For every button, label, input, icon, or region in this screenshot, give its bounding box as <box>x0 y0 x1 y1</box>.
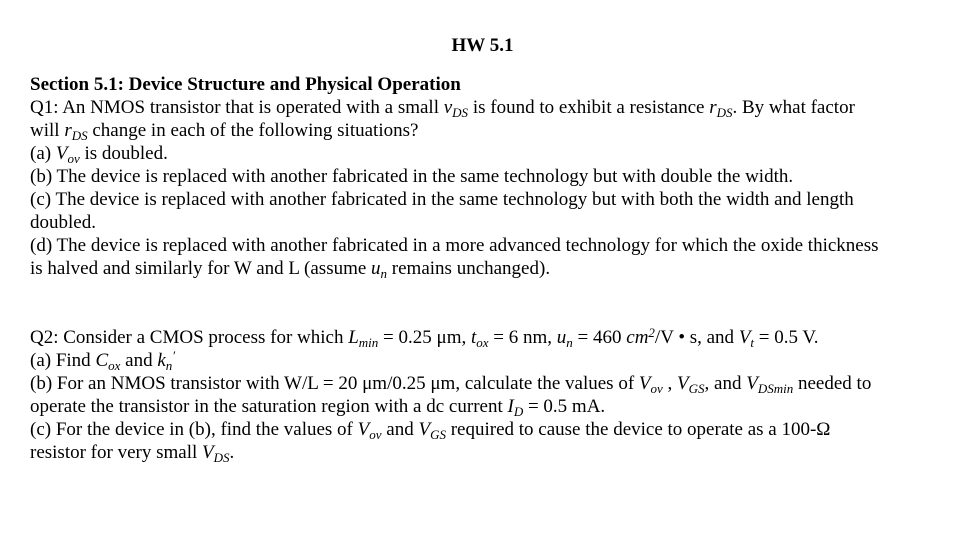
q1-text: remains unchanged). <box>387 258 551 279</box>
vgs-symbol: $V_{GS}$ <box>418 419 446 442</box>
q1-text: change in each of the following situations? <box>87 120 419 141</box>
vt-symbol: $V_t$ <box>738 327 755 350</box>
q1-line-2 <box>30 119 940 142</box>
q1-part-c-line-1: (c) The device is replaced with another fabricated in the same technology but with both the width and length <box>30 189 854 210</box>
vdsmin-symbol: $V_{DSmin}$ <box>746 373 794 396</box>
q2-text: resistor for very small <box>30 442 203 463</box>
q2-text: = 0.25 μm, <box>378 327 471 348</box>
vov-symbol: $V_{ov}$ <box>638 373 663 396</box>
kn-prime-symbol: $k_n'$ <box>157 348 176 373</box>
q2-part-c-line-2 <box>30 441 940 464</box>
un-symbol: $u_n$ <box>556 327 573 350</box>
q2-text: , <box>662 373 678 394</box>
id-symbol: $I_D$ <box>507 396 524 419</box>
q2-text: (c) For the device in (b), find the values of <box>30 419 358 440</box>
q2-text: . <box>229 442 235 463</box>
q2-text: and <box>381 419 419 440</box>
q1-text: Q1: An NMOS transistor that is operated with a small <box>30 97 444 118</box>
q2-text: , and <box>704 373 747 394</box>
q2-part-c-line-1 <box>30 418 940 441</box>
q1-part-d-line-1: (d) The device is replaced with another fabricated in a more advanced technology for which the oxide thickness <box>30 235 879 256</box>
q1-text: will <box>30 120 65 141</box>
q1-text: is found to exhibit a resistance <box>468 97 710 118</box>
spacer <box>30 280 940 326</box>
q2-part-a <box>30 349 940 372</box>
q2-text: = 460 <box>572 327 627 348</box>
lmin-symbol: $L_{min}$ <box>348 327 379 350</box>
q1-line-1 <box>30 96 940 119</box>
q2-text: required to cause the device to operate as a 100-Ω <box>445 419 831 440</box>
q2-text: Q2: Consider a CMOS process for which <box>30 327 349 348</box>
q2-text: (b) For an NMOS transistor with W/L = 20 μm/0.25 μm, calculate the values of <box>30 373 639 394</box>
q1-text: is doubled. <box>79 143 168 164</box>
q1-text: (a) <box>30 143 56 164</box>
section-title: Section 5.1: Device Structure and Physical Operation <box>30 74 461 95</box>
q1-part-c-line-2: doubled. <box>30 212 96 233</box>
q1-part-d-line-2 <box>30 257 940 280</box>
q1-text: . By what factor <box>732 97 855 118</box>
vgs-symbol: $V_{GS}$ <box>677 373 705 396</box>
vds-symbol: $v_{DS}$ <box>443 97 469 120</box>
q2-text: (a) Find <box>30 350 96 371</box>
q2-part-b-line-2 <box>30 395 940 418</box>
q2-line-1 <box>30 326 940 349</box>
cm2-unit: $cm^2$ <box>626 325 655 348</box>
q2-text: = 0.5 V. <box>754 327 819 348</box>
cox-symbol: $C_{ox}$ <box>95 350 121 373</box>
q2-text: and <box>120 350 158 371</box>
vds-symbol: $V_{DS}$ <box>202 442 230 465</box>
q2-text: /V • s, and <box>654 327 739 348</box>
q1-part-a <box>30 142 940 165</box>
vov-symbol: $V_{ov}$ <box>55 143 80 166</box>
tox-symbol: $t_{ox}$ <box>470 327 489 350</box>
q2-text: needed to <box>793 373 872 394</box>
q1-part-b: (b) The device is replaced with another fabricated in the same technology but with double the width. <box>30 166 794 187</box>
vov-symbol: $V_{ov}$ <box>357 419 382 442</box>
rds-symbol: $r_{DS}$ <box>64 120 88 143</box>
q1-text: is halved and similarly for W and L (assume <box>30 258 372 279</box>
q2-text: operate the transistor in the saturation region with a dc current <box>30 396 508 417</box>
q2-part-b-line-1 <box>30 372 940 395</box>
page-title: HW 5.1 <box>451 35 514 56</box>
document-body <box>30 73 940 464</box>
rds-symbol: $r_{DS}$ <box>709 97 733 120</box>
q2-text: = 6 nm, <box>488 327 557 348</box>
q2-text: = 0.5 mA. <box>523 396 606 417</box>
un-symbol: $u_n$ <box>371 258 388 281</box>
